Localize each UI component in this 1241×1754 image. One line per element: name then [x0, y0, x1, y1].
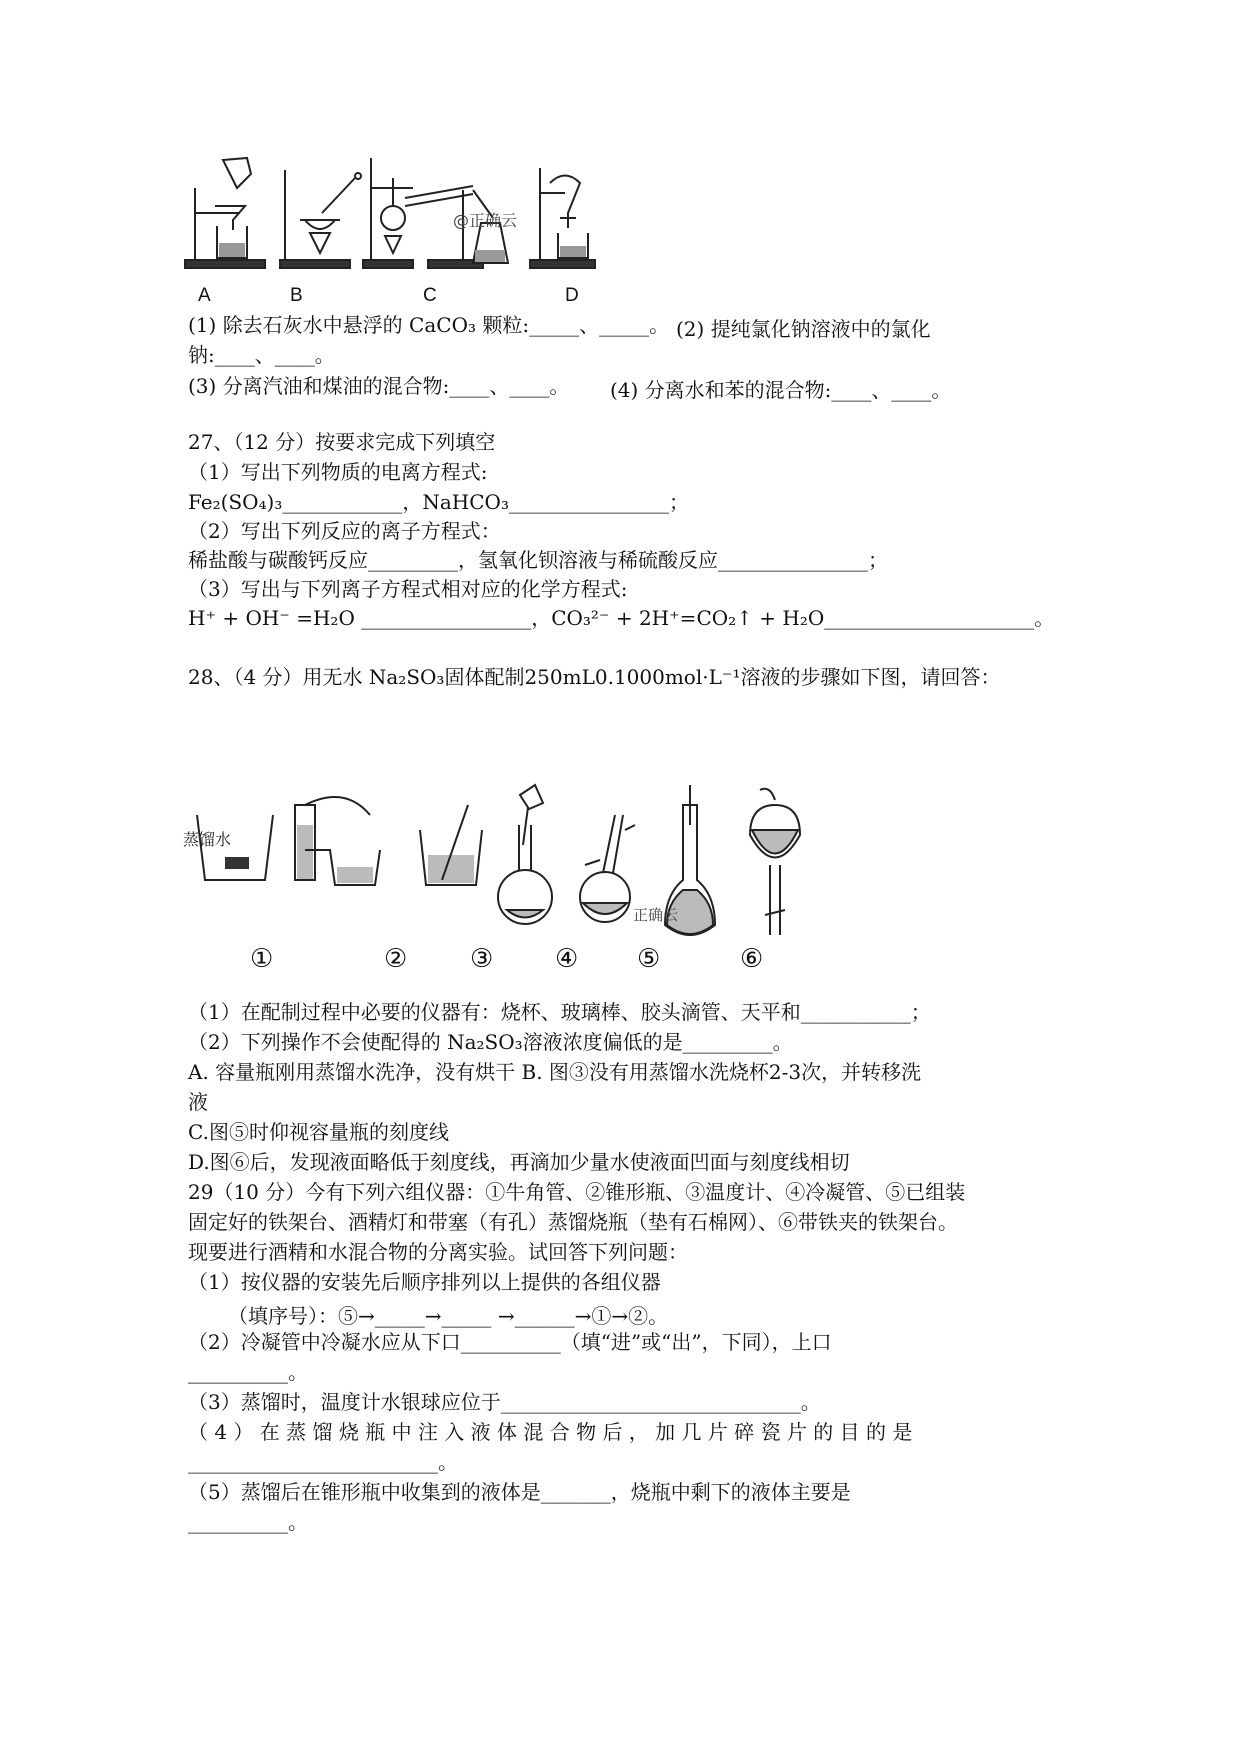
step-label-5: ⑤ [637, 944, 661, 974]
step-label-1: ① [250, 944, 274, 974]
q29-part1: （1）按仪器的安装先后顺序排列以上提供的各组仪器 [188, 1270, 661, 1294]
step-label-3: ③ [470, 944, 494, 974]
q27-title: 27、（12 分）按要求完成下列填空 [188, 430, 496, 454]
q27-part2: （2）写出下列反应的离子方程式： [188, 519, 501, 543]
q29-line2: 固定好的铁架台、酒精灯和带塞（有孔）蒸馏烧瓶（垫有石棉网）、⑥带铁夹的铁架台。 [188, 1210, 958, 1234]
q29-part4: （ 4 ） 在 蒸 馏 烧 瓶 中 注 入 液 体 混 合 物 后 ， 加 几 片 碎 瓷 片 的 目 的 是 [188, 1420, 913, 1444]
q29-part5: （5）蒸馏后在锥形瓶中收集到的液体是_______，烧瓶中剩下的液体主要是 [188, 1480, 851, 1504]
distilled-water-label: 蒸馏水 [183, 830, 232, 849]
step4-shake [580, 815, 635, 922]
q29-line1: 29（10 分）今有下列六组仪器：①牛角管、②锥形瓶、③温度计、④冷凝管、⑤已组装 [188, 1180, 966, 1204]
q27-part2-answer: 稀盐酸与碳酸钙反应_________，氢氧化钡溶液与稀硫酸反应_______________； [188, 548, 888, 572]
q29-part4-cont: _________________________。 [188, 1450, 458, 1474]
label-a: A [198, 285, 211, 306]
q27-part3: （3）写出与下列离子方程式相对应的化学方程式: [188, 577, 628, 601]
q29-part3: （3）蒸馏时，温度计水银球应位于______________________________。 [188, 1390, 821, 1414]
step-label-4: ④ [555, 944, 579, 974]
q27-part3-answer: H⁺ + OH⁻ =H₂O _________________，CO₃²⁻ + 2H⁺=CO₂↑ + H₂O_____________________。 [188, 606, 1055, 630]
q28-option-a: A. 容量瓶刚用蒸馏水洗净，没有烘干 B. 图③没有用蒸馏水洗烧杯2-3次，并转移洗 [188, 1060, 922, 1084]
q28-option-d: D.图⑥后，发现液面略低于刻度线，再滴加少量水使液面凹面与刻度线相切 [188, 1150, 850, 1174]
q28-title: 28、（4 分）用无水 Na₂SO₃固体配制250mL0.1000mol·L⁻¹溶液的步骤如下图，请回答： [188, 665, 1001, 689]
solution-prep-figure [183, 785, 815, 980]
q29-part2-cont: __________。 [188, 1360, 308, 1384]
q29-part1-answer: （填序号）：⑤→_____→_____ →______→①→②。 [228, 1304, 669, 1328]
apparatus-d-separatory-funnel [530, 168, 595, 268]
watermark-2: 正确云 [633, 906, 679, 924]
apparatus-b-evaporation [280, 170, 361, 268]
q29-part2: （2）冷凝管中冷凝水应从下口__________（填“进”或“出”，下同），上口 [188, 1330, 832, 1354]
step-label-6: ⑥ [740, 944, 764, 974]
q28-option-a-cont: 液 [188, 1090, 208, 1114]
q26-item3: (3) 分离汽油和煤油的混合物:____、____。 [188, 374, 570, 398]
q26-item2: (2) 提纯氯化钠溶液中的氯化 [676, 317, 931, 341]
q26-item1: (1) 除去石灰水中悬浮的 CaCO₃ 颗粒:_____、_____。 [188, 313, 670, 337]
q27-part1: （1）写出下列物质的电离方程式: [188, 460, 488, 484]
step6-invert [750, 789, 800, 935]
q26-item2-cont: 钠:____、____。 [188, 343, 335, 367]
step3-transfer [498, 785, 552, 924]
q29-part5-cont: __________。 [188, 1510, 308, 1534]
q29-line3: 现要进行酒精和水混合物的分离实验。试回答下列问题： [188, 1240, 688, 1264]
label-b: B [290, 285, 303, 306]
q28-option-c: C.图⑤时仰视容量瓶的刻度线 [188, 1120, 449, 1144]
label-d: D [565, 285, 579, 306]
watermark: @正确云 [453, 211, 518, 230]
q26-item4: (4) 分离水和苯的混合物:____、____。 [610, 378, 952, 402]
apparatus-figure-1 [185, 158, 655, 303]
q27-part1-answer: Fe₂(SO₄)₃____________，NaHCO₃________________； [188, 490, 689, 514]
q28-part2: （2）下列操作不会使配得的 Na₂SO₃溶液浓度偏低的是_________。 [188, 1030, 793, 1054]
q28-part1: （1）在配制过程中必要的仪器有：烧杯、玻璃棒、胶头滴管、天平和___________； [188, 1000, 931, 1024]
step-label-2: ② [384, 944, 408, 974]
label-c: C [423, 285, 437, 306]
apparatus-a-filtration [185, 158, 265, 268]
step2-stir [420, 805, 482, 885]
